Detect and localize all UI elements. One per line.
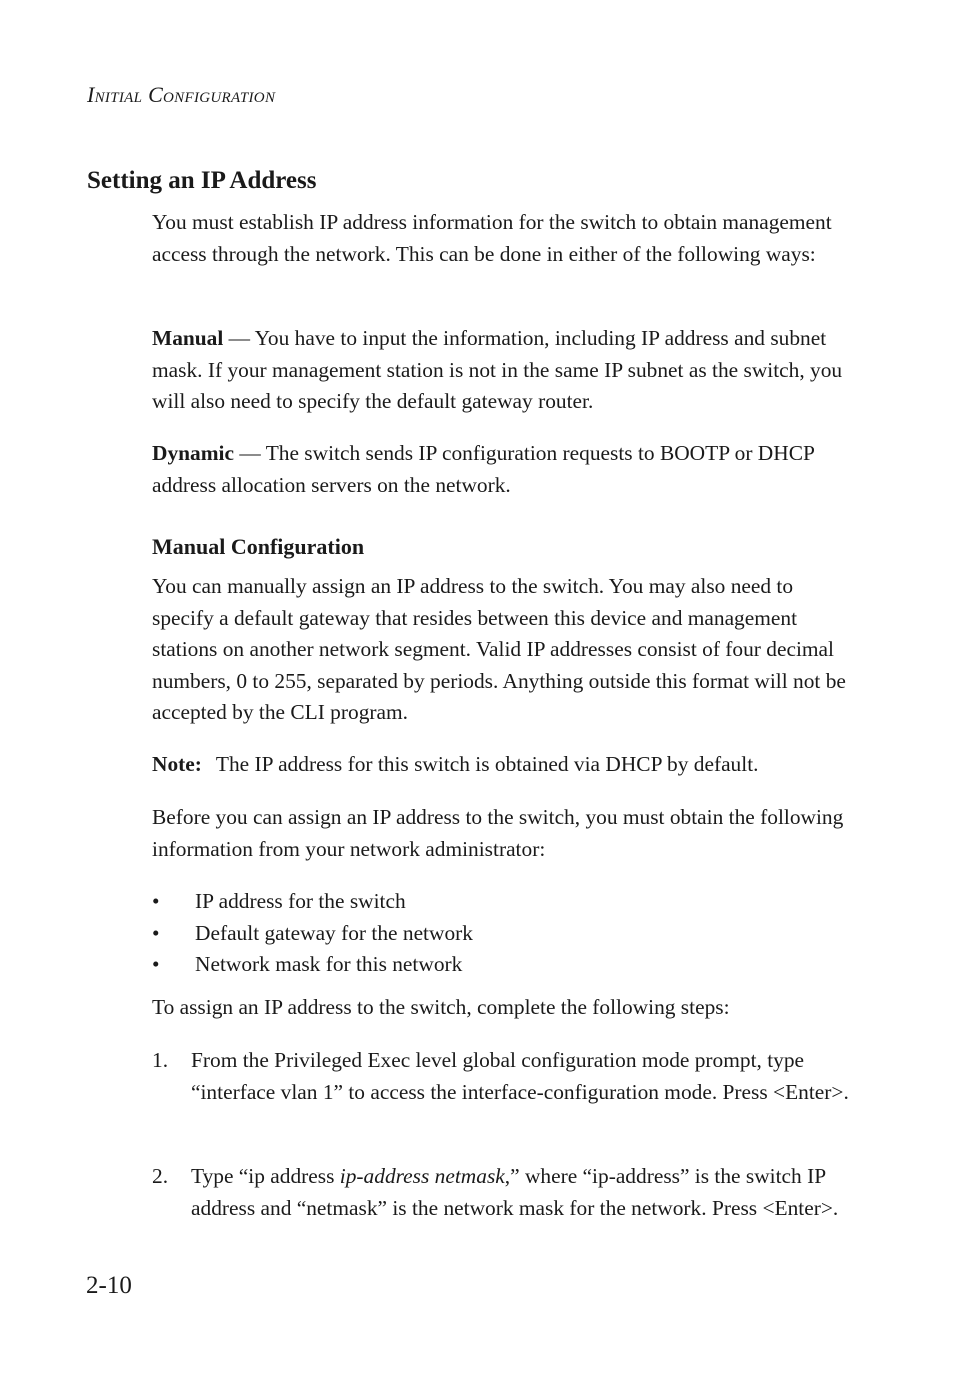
- section-title: Setting an IP Address: [87, 167, 317, 194]
- step-item-2: [152, 1161, 852, 1224]
- requirements-list: [152, 886, 852, 981]
- running-header: Initial Configuration: [87, 82, 276, 107]
- note-text: The IP address for this switch is obtained via DHCP by default.: [215, 752, 759, 776]
- subsection-title: Manual Configuration: [152, 534, 365, 559]
- step-text-italic: ip-address netmask: [339, 1164, 505, 1188]
- list-item-text: Default gateway for the network: [195, 920, 473, 945]
- manual-config-paragraph: You can manually assign an IP address to the switch. You may also need to specify a default gateway that resides between this device and management stations on another network segment. Valid IP addresses consist of four decimal numbers, 0 to 255, separated by periods. Anything outside this format will not be accepted by the CLI program.: [152, 574, 846, 724]
- manual-method-term: Manual: [152, 326, 224, 350]
- bullet-icon: •: [152, 889, 160, 913]
- list-item: [152, 949, 852, 981]
- dynamic-method-paragraph: [152, 438, 852, 501]
- steps-intro-paragraph: To assign an IP address to the switch, complete the following steps:: [152, 995, 730, 1019]
- step-text-start: Type “ip address: [191, 1164, 340, 1188]
- list-item: [152, 886, 852, 918]
- note-paragraph: [152, 749, 852, 781]
- bullet-icon: •: [152, 952, 160, 976]
- step-number: 2.: [152, 1164, 169, 1188]
- step-number: 1.: [152, 1048, 169, 1072]
- step-item-1: [152, 1045, 852, 1108]
- manual-method-paragraph: [152, 323, 852, 418]
- manual-method-text: — You have to input the information, including IP address and subnet mask. If your management station is not in the same IP subnet as the switch, you will also need to specify the default gateway router.: [152, 326, 843, 413]
- dynamic-method-text: — The switch sends IP configuration requests to BOOTP or DHCP address allocation servers on the network.: [152, 441, 815, 497]
- intro-paragraph: You must establish IP address information for the switch to obtain management access through the network. This can be done in either of the following ways:: [152, 210, 832, 266]
- dynamic-method-term: Dynamic: [152, 441, 234, 465]
- note-label: Note:: [152, 752, 202, 776]
- step-text: [191, 1161, 852, 1224]
- list-item-text: Network mask for this network: [195, 952, 463, 976]
- before-paragraph: Before you can assign an IP address to the switch, you must obtain the following information from your network administrator:: [152, 805, 844, 861]
- step-text: From the Privileged Exec level global configuration mode prompt, type “interface vlan 1” to access the interface-configuration mode. Press <Enter>.: [191, 1048, 849, 1104]
- list-item: [152, 918, 852, 950]
- step-text-end: ,” where “ip-address” is the switch IP address and “netmask” is the network mask for the network. Press <Enter>.: [191, 1164, 839, 1220]
- list-item-text: IP address for the switch: [195, 889, 406, 913]
- page-number: 2-10: [86, 1272, 132, 1299]
- bullet-icon: •: [152, 920, 160, 945]
